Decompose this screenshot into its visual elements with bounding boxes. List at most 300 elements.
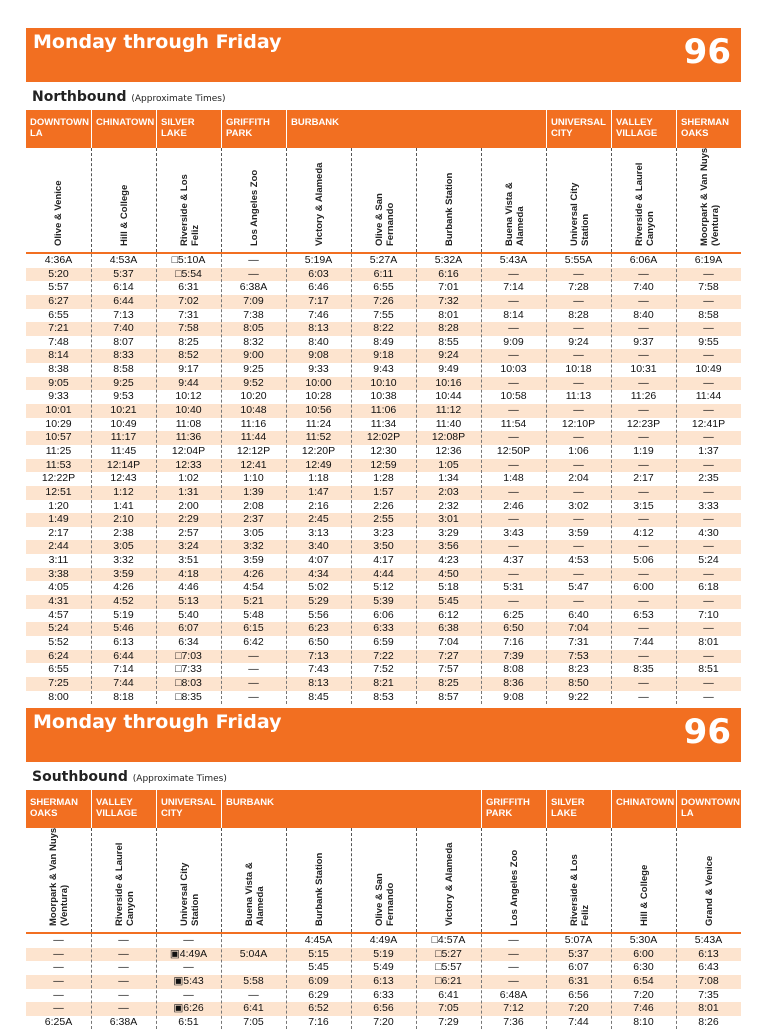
time-cell: 2:10 bbox=[113, 513, 134, 526]
time-cell: 7:25 bbox=[48, 676, 69, 689]
time-cell: 8:08 bbox=[503, 663, 524, 676]
time-cell: 8:58 bbox=[113, 363, 134, 376]
time-cell: 4:49A bbox=[369, 934, 398, 946]
time-cell: — bbox=[248, 690, 259, 703]
time-cell: 7:35 bbox=[698, 988, 719, 1001]
direction-label: Northbound bbox=[32, 89, 127, 105]
time-cell: 5:07A bbox=[564, 934, 593, 946]
time-cell: 10:00 bbox=[305, 376, 332, 389]
time-cell: — bbox=[573, 458, 584, 471]
table-row bbox=[26, 322, 741, 336]
time-cell: 11:25 bbox=[45, 444, 72, 457]
stop-name: Buena Vista & Alameda bbox=[243, 862, 266, 926]
table-row bbox=[26, 513, 741, 527]
time-cell: 5:18 bbox=[438, 581, 459, 594]
time-cell: 8:52 bbox=[178, 349, 199, 362]
table-row bbox=[26, 254, 741, 268]
area-header-row bbox=[26, 790, 741, 828]
time-cell: 7:44 bbox=[113, 676, 134, 689]
time-cell: 8:07 bbox=[113, 335, 134, 348]
time-cell: 2:16 bbox=[308, 499, 329, 512]
time-cell: 5:20 bbox=[48, 267, 69, 280]
time-cell: 8:36 bbox=[503, 676, 524, 689]
time-cell: 8:51 bbox=[698, 663, 719, 676]
time-cell: 6:55 bbox=[373, 281, 394, 294]
time-cell: 5:12 bbox=[373, 581, 394, 594]
time-cell: 6:25A bbox=[44, 1015, 73, 1028]
table-row bbox=[26, 486, 741, 500]
time-cell: 3:43 bbox=[503, 526, 524, 539]
time-cell: — bbox=[508, 431, 519, 444]
time-cell: 12:22P bbox=[41, 472, 76, 485]
time-cell: 7:20 bbox=[568, 1002, 589, 1015]
time-cell: 10:28 bbox=[305, 390, 332, 403]
time-cell: 9:05 bbox=[48, 376, 69, 389]
time-cell: 6:59 bbox=[373, 635, 394, 648]
time-cell: — bbox=[703, 485, 714, 498]
time-cell: 7:04 bbox=[438, 635, 459, 648]
time-cell: 7:05 bbox=[243, 1015, 264, 1028]
time-cell: 5:21 bbox=[243, 595, 264, 608]
time-cell: — bbox=[573, 540, 584, 553]
time-cell: 6:00 bbox=[633, 947, 654, 960]
stop-name: Hill & College bbox=[119, 184, 130, 246]
time-cell: 8:50 bbox=[568, 676, 589, 689]
time-cell: 5:19A bbox=[304, 254, 333, 266]
time-cell: 5:24 bbox=[698, 554, 719, 567]
table-row bbox=[26, 281, 741, 295]
time-cell: 3:29 bbox=[438, 526, 459, 539]
table-row bbox=[26, 268, 741, 282]
time-cell: 7:12 bbox=[503, 1002, 524, 1015]
time-cell: 1:19 bbox=[633, 444, 654, 457]
time-cell: 8:40 bbox=[308, 335, 329, 348]
time-cell: 5:58 bbox=[243, 974, 264, 987]
time-cell: 10:21 bbox=[110, 404, 137, 417]
time-cell: — bbox=[638, 676, 649, 689]
time-cell: 7:43 bbox=[308, 663, 329, 676]
time-cell: 2:17 bbox=[633, 472, 654, 485]
time-cell: 9:22 bbox=[568, 690, 589, 703]
time-cell: — bbox=[703, 540, 714, 553]
time-cell: — bbox=[638, 649, 649, 662]
time-cell: 8:26 bbox=[698, 1015, 719, 1028]
time-cell: 7:28 bbox=[568, 281, 589, 294]
time-cell: 1:05 bbox=[438, 458, 459, 471]
time-cell: 8:53 bbox=[373, 690, 394, 703]
time-cell: 9:44 bbox=[178, 376, 199, 389]
southbound-timetable bbox=[26, 790, 741, 1029]
time-cell: — bbox=[638, 376, 649, 389]
time-cell: — bbox=[573, 376, 584, 389]
time-cell: 12:50P bbox=[496, 444, 531, 457]
time-cell: □8:35 bbox=[175, 690, 202, 703]
time-cell: 10:48 bbox=[240, 404, 267, 417]
area-label: SILVER LAKE bbox=[546, 790, 611, 828]
time-cell: — bbox=[638, 540, 649, 553]
time-cell: 7:40 bbox=[633, 281, 654, 294]
table-row bbox=[26, 622, 741, 636]
time-cell: — bbox=[508, 934, 519, 946]
time-cell: 5:37 bbox=[568, 947, 589, 960]
time-cell: 7:01 bbox=[438, 281, 459, 294]
time-cell: 6:54 bbox=[633, 974, 654, 987]
time-cell: 7:46 bbox=[308, 308, 329, 321]
time-cell: 7:16 bbox=[503, 635, 524, 648]
time-cell: 10:57 bbox=[45, 431, 72, 444]
time-cell: 4:30 bbox=[698, 526, 719, 539]
stop-name: Riverside & Laurel Canyon bbox=[633, 162, 656, 246]
time-cell: — bbox=[703, 267, 714, 280]
table-row bbox=[26, 445, 741, 459]
time-cell: 1:39 bbox=[243, 485, 264, 498]
stop-name: Olive & Venice bbox=[53, 180, 64, 246]
time-cell: — bbox=[508, 322, 519, 335]
time-cell: 6:53 bbox=[633, 608, 654, 621]
time-cell: 1:41 bbox=[113, 499, 134, 512]
area-label: SILVER LAKE bbox=[156, 110, 221, 148]
time-cell: 8:21 bbox=[373, 676, 394, 689]
time-cell: 8:28 bbox=[438, 322, 459, 335]
time-cell: 9:17 bbox=[178, 363, 199, 376]
stop-column-header bbox=[416, 828, 481, 932]
area-label: DOWNTOWN LA bbox=[30, 117, 89, 139]
time-cell: 5:32A bbox=[434, 254, 463, 266]
time-cell: 2:26 bbox=[373, 499, 394, 512]
time-cell: □6:21 bbox=[435, 974, 462, 987]
time-cell: 12:04P bbox=[171, 444, 206, 457]
time-cell: □5:57 bbox=[435, 961, 462, 974]
approximate-times-note: (Approximate Times) bbox=[131, 94, 226, 104]
time-cell: 2:04 bbox=[568, 472, 589, 485]
area-label: SHERMAN OAKS bbox=[676, 110, 741, 148]
time-cell: 7:36 bbox=[503, 1015, 524, 1028]
time-cell: 7:53 bbox=[568, 649, 589, 662]
time-cell: — bbox=[703, 567, 714, 580]
time-cell: 10:16 bbox=[435, 376, 462, 389]
time-cell: 5:19 bbox=[373, 947, 394, 960]
time-cell: 1:20 bbox=[48, 499, 69, 512]
table-row bbox=[26, 609, 741, 623]
time-cell: 9:25 bbox=[243, 363, 264, 376]
stop-column-header bbox=[611, 148, 676, 252]
table-row bbox=[26, 961, 741, 975]
time-cell: 6:43 bbox=[698, 961, 719, 974]
time-cell: 3:59 bbox=[243, 554, 264, 567]
time-cell: 6:34 bbox=[178, 635, 199, 648]
table-row bbox=[26, 1002, 741, 1016]
time-cell: 3:24 bbox=[178, 540, 199, 553]
time-cell: 6:07 bbox=[568, 961, 589, 974]
time-cell: — bbox=[573, 294, 584, 307]
table-row bbox=[26, 459, 741, 473]
time-cell: 2:37 bbox=[243, 513, 264, 526]
time-cell: 12:20P bbox=[301, 444, 336, 457]
time-cell: 5:56 bbox=[308, 608, 329, 621]
time-cell: 1:28 bbox=[373, 472, 394, 485]
time-cell: — bbox=[703, 649, 714, 662]
time-cell: — bbox=[703, 676, 714, 689]
time-cell: 8:38 bbox=[48, 363, 69, 376]
stop-name: Buena Vista & Alameda bbox=[503, 182, 526, 246]
time-cell: — bbox=[638, 567, 649, 580]
time-cell: 8:25 bbox=[438, 676, 459, 689]
time-cell: 6:03 bbox=[308, 267, 329, 280]
time-cell: 8:05 bbox=[243, 322, 264, 335]
time-cell: 4:26 bbox=[243, 567, 264, 580]
time-cell: — bbox=[508, 349, 519, 362]
time-cell: — bbox=[638, 485, 649, 498]
time-cell: — bbox=[638, 267, 649, 280]
area-label: SHERMAN OAKS bbox=[30, 797, 79, 819]
time-cell: — bbox=[183, 988, 194, 1001]
time-cell: — bbox=[638, 322, 649, 335]
time-cell: 8:25 bbox=[178, 335, 199, 348]
stop-column-header bbox=[676, 828, 741, 932]
time-cell: — bbox=[248, 676, 259, 689]
time-cell: 7:20 bbox=[373, 1015, 394, 1028]
time-cell bbox=[221, 961, 286, 975]
time-cell: 7:17 bbox=[308, 294, 329, 307]
time-cell: 5:31 bbox=[503, 581, 524, 594]
table-row bbox=[26, 295, 741, 309]
time-cell: 12:43 bbox=[110, 472, 137, 485]
time-cell: 4:57 bbox=[48, 608, 69, 621]
timetable-body bbox=[26, 934, 741, 1029]
time-cell: — bbox=[573, 322, 584, 335]
time-cell: 1:47 bbox=[308, 485, 329, 498]
time-cell: 11:24 bbox=[305, 417, 332, 430]
time-cell: 6:38A bbox=[239, 281, 268, 294]
time-cell: — bbox=[638, 294, 649, 307]
time-cell: 6:23 bbox=[308, 622, 329, 635]
time-cell: 7:13 bbox=[113, 308, 134, 321]
time-cell: 1:49 bbox=[48, 513, 69, 526]
area-label: UNIVERSAL CITY bbox=[546, 110, 611, 148]
time-cell: 11:26 bbox=[630, 390, 657, 403]
time-cell: 12:30 bbox=[370, 444, 397, 457]
time-cell: 3:05 bbox=[113, 540, 134, 553]
stop-name: Riverside & Laurel Canyon bbox=[113, 842, 136, 926]
time-cell: 8:01 bbox=[698, 1002, 719, 1015]
time-cell: 6:56 bbox=[568, 988, 589, 1001]
stop-name: Los Angeles Zoo bbox=[509, 849, 520, 926]
time-cell: 7:46 bbox=[633, 1002, 654, 1015]
time-cell: 7:48 bbox=[48, 335, 69, 348]
table-row bbox=[26, 309, 741, 323]
time-cell: — bbox=[703, 513, 714, 526]
time-cell: 9:08 bbox=[308, 349, 329, 362]
time-cell: 5:40 bbox=[178, 608, 199, 621]
time-cell: 10:10 bbox=[370, 376, 397, 389]
time-cell: 12:10P bbox=[561, 417, 596, 430]
time-cell: 11:45 bbox=[110, 444, 137, 457]
time-cell: 6:31 bbox=[178, 281, 199, 294]
time-cell: 7:05 bbox=[438, 1002, 459, 1015]
table-row bbox=[26, 636, 741, 650]
time-cell: 11:52 bbox=[305, 431, 332, 444]
time-cell: 11:44 bbox=[240, 431, 267, 444]
table-row bbox=[26, 663, 741, 677]
time-cell: — bbox=[638, 622, 649, 635]
time-cell: 11:53 bbox=[45, 458, 72, 471]
stop-column-header bbox=[546, 148, 611, 252]
time-cell: 6:06A bbox=[629, 254, 658, 266]
time-cell: 12:08P bbox=[431, 431, 466, 444]
table-row bbox=[26, 418, 741, 432]
time-cell: 8:33 bbox=[113, 349, 134, 362]
time-cell: 4:53A bbox=[109, 254, 138, 266]
time-cell: 1:37 bbox=[698, 444, 719, 457]
time-cell: □8:03 bbox=[175, 676, 202, 689]
time-cell: 9:49 bbox=[438, 363, 459, 376]
time-cell: 9:53 bbox=[113, 390, 134, 403]
time-cell: 12:02P bbox=[366, 431, 401, 444]
time-cell: 9:08 bbox=[503, 690, 524, 703]
time-cell: 4:45A bbox=[304, 934, 333, 946]
time-cell: 4:36A bbox=[44, 254, 73, 266]
time-cell: — bbox=[638, 431, 649, 444]
stop-column-header bbox=[546, 828, 611, 932]
time-cell: 12:14P bbox=[106, 458, 141, 471]
time-cell: 6:00 bbox=[633, 581, 654, 594]
time-cell: 10:31 bbox=[630, 363, 657, 376]
time-cell: 5:27A bbox=[369, 254, 398, 266]
time-cell: 5:30A bbox=[629, 934, 658, 946]
time-cell: 3:05 bbox=[243, 526, 264, 539]
time-cell: 11:08 bbox=[175, 417, 202, 430]
time-cell: 10:20 bbox=[240, 390, 267, 403]
time-cell: 3:51 bbox=[178, 554, 199, 567]
time-cell: 10:38 bbox=[370, 390, 397, 403]
time-cell: 6:33 bbox=[373, 988, 394, 1001]
stop-column-header bbox=[611, 828, 676, 932]
time-cell: 3:32 bbox=[243, 540, 264, 553]
stop-name: Burbank Station bbox=[314, 852, 325, 926]
time-cell: — bbox=[53, 947, 64, 960]
time-cell: 5:39 bbox=[373, 595, 394, 608]
time-cell: 7:14 bbox=[113, 663, 134, 676]
time-cell: 8:49 bbox=[373, 335, 394, 348]
time-cell: 12:41P bbox=[691, 417, 726, 430]
time-cell: 4:50 bbox=[438, 567, 459, 580]
time-cell: 5:47 bbox=[568, 581, 589, 594]
time-cell: — bbox=[248, 267, 259, 280]
area-label: GRIFFITH PARK bbox=[221, 110, 286, 148]
time-cell: 4:37 bbox=[503, 554, 524, 567]
time-cell: — bbox=[703, 322, 714, 335]
stop-column-header bbox=[91, 148, 156, 252]
time-cell: 9:37 bbox=[633, 335, 654, 348]
time-cell: 7:39 bbox=[503, 649, 524, 662]
time-cell: 3:02 bbox=[568, 499, 589, 512]
time-cell: 3:01 bbox=[438, 513, 459, 526]
time-cell: 3:11 bbox=[48, 554, 69, 567]
time-cell: 6:41 bbox=[243, 1002, 264, 1015]
time-cell: 5:37 bbox=[113, 267, 134, 280]
time-cell: 6:51 bbox=[178, 1015, 199, 1028]
time-cell: — bbox=[53, 974, 64, 987]
time-cell: 3:59 bbox=[568, 526, 589, 539]
time-cell: 11:40 bbox=[435, 417, 462, 430]
table-row bbox=[26, 581, 741, 595]
time-cell: 8:01 bbox=[438, 308, 459, 321]
time-cell: □4:57A bbox=[431, 934, 466, 946]
time-cell: — bbox=[703, 690, 714, 703]
time-cell: 5:45 bbox=[308, 961, 329, 974]
stop-column-header bbox=[91, 828, 156, 932]
time-cell: 2:38 bbox=[113, 526, 134, 539]
time-cell: — bbox=[508, 404, 519, 417]
stop-name: Olive & San Fernando bbox=[373, 193, 396, 246]
time-cell: — bbox=[508, 376, 519, 389]
time-cell: 9:09 bbox=[503, 335, 524, 348]
time-cell: — bbox=[508, 485, 519, 498]
time-cell: 2:44 bbox=[48, 540, 69, 553]
time-cell: 9:24 bbox=[568, 335, 589, 348]
time-cell: 2:55 bbox=[373, 513, 394, 526]
time-cell: 6:42 bbox=[243, 635, 264, 648]
time-cell: 4:34 bbox=[308, 567, 329, 580]
time-cell: 1:02 bbox=[178, 472, 199, 485]
time-cell: 6:19A bbox=[694, 254, 723, 266]
time-cell: — bbox=[638, 595, 649, 608]
time-cell: — bbox=[573, 595, 584, 608]
time-cell: 1:18 bbox=[308, 472, 329, 485]
stop-column-header bbox=[286, 148, 351, 252]
time-cell: — bbox=[508, 961, 519, 974]
time-cell: — bbox=[703, 595, 714, 608]
time-cell: 6:11 bbox=[373, 267, 394, 280]
time-cell bbox=[221, 934, 286, 948]
time-cell: 8:13 bbox=[308, 322, 329, 335]
stop-column-header bbox=[676, 148, 741, 252]
time-cell: 2:08 bbox=[243, 499, 264, 512]
time-cell: 1:48 bbox=[503, 472, 524, 485]
time-cell: — bbox=[508, 595, 519, 608]
table-row bbox=[26, 500, 741, 514]
time-cell: 4:18 bbox=[178, 567, 199, 580]
stop-name: Victory & Alameda bbox=[314, 162, 325, 246]
stop-name: Victory & Alameda bbox=[444, 842, 455, 926]
time-cell: 12:41 bbox=[240, 458, 267, 471]
time-cell: 10:56 bbox=[305, 404, 332, 417]
time-cell: 7:27 bbox=[438, 649, 459, 662]
time-cell: 8:18 bbox=[113, 690, 134, 703]
time-cell: — bbox=[573, 404, 584, 417]
time-cell: 3:32 bbox=[113, 554, 134, 567]
time-cell: 6:56 bbox=[373, 1002, 394, 1015]
time-cell: 9:24 bbox=[438, 349, 459, 362]
time-cell: 5:48 bbox=[243, 608, 264, 621]
schedule-day-title: Monday through Friday bbox=[33, 31, 282, 53]
time-cell: 3:23 bbox=[373, 526, 394, 539]
time-cell: 5:52 bbox=[48, 635, 69, 648]
time-cell: 8:13 bbox=[308, 676, 329, 689]
time-cell: 10:49 bbox=[695, 363, 722, 376]
time-cell: — bbox=[248, 988, 259, 1001]
time-cell: 6:55 bbox=[48, 663, 69, 676]
time-cell: 10:18 bbox=[565, 363, 592, 376]
time-cell: — bbox=[183, 934, 194, 946]
time-cell: 11:36 bbox=[175, 431, 202, 444]
time-cell: 5:24 bbox=[48, 622, 69, 635]
time-cell: 1:06 bbox=[568, 444, 589, 457]
time-cell: 11:54 bbox=[500, 417, 527, 430]
time-cell: 7:44 bbox=[568, 1015, 589, 1028]
time-cell: 6:50 bbox=[308, 635, 329, 648]
time-cell: 7:08 bbox=[698, 974, 719, 987]
